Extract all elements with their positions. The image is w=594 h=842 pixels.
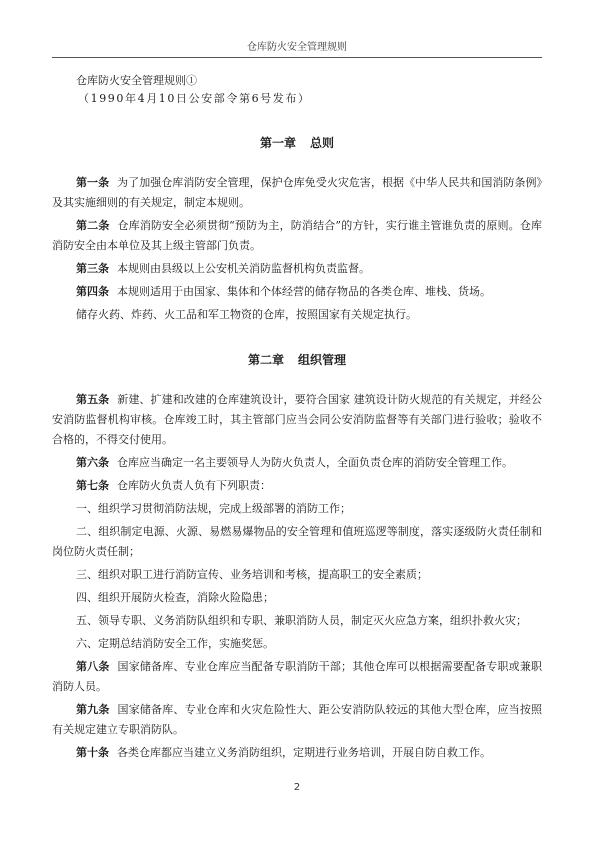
duty-item-4: 四、组织开展防火检查，消除火险隐患； [76, 591, 274, 604]
article-4-note: 储存火药、炸药、火工品和军工物资的仓库，按照国家有关规定执行。 [76, 308, 417, 321]
article-2-label: 第二条 [76, 219, 110, 232]
article-9-label: 第九条 [76, 703, 110, 716]
article-6 [52, 453, 542, 473]
article-1 [52, 173, 542, 213]
article-2-text: 仓库消防安全必须贯彻“预防为主，防消结合”的方针，实行谁主管谁负责的原则。仓库消防安全由本单位及其上级主管部门负责。 [52, 219, 543, 252]
chapter-1-heading [52, 134, 542, 151]
article-7-label: 第七条 [76, 479, 109, 492]
article-3 [52, 259, 542, 279]
chapter-2-heading [52, 351, 542, 368]
document-subtitle: （1990年4月10日公安部令第6号发布） [78, 92, 311, 105]
article-5 [52, 390, 542, 450]
article-5-text: 新建、扩建和改建的仓库建筑设计，要符合国家 建筑设计防火规范的有关规定，并经公安消防监督机构审核。仓库竣工时，其主管部门应当会同公安消防监督等有关部门进行验收；验收不合格的，不得交付使用。 [52, 393, 543, 446]
article-10-label: 第十条 [76, 746, 109, 759]
duty-item-1: 一、组织学习贯彻消防法规，完成上级部署的消防工作； [76, 502, 351, 515]
article-7-text: 仓库防火负责人负有下列职责： [117, 479, 271, 492]
duty-item-3: 三、组织对职工进行消防宣传、业务培训和考核，提高职工的安全素质； [76, 568, 428, 581]
duty-item-5: 五、领导专职、义务消防队组织和专职、兼职消防人员，制定灭火应急方案，组织扑救火灾； [76, 614, 527, 627]
article-1-text: 为了加强仓库消防安全管理，保护仓库免受火灾危害，根据《中华人民共和国消防条例》及其实施细则的有关规定，制定本规则。 [52, 176, 543, 209]
article-10-text: 各类仓库都应当建立义务消防组织，定期进行业务培训，开展自防自救工作。 [117, 746, 491, 759]
chapter-1-name: 总则 [310, 136, 335, 150]
running-header: 仓库防火安全管理规则 [247, 42, 347, 53]
chapter-2-number: 第二章 [247, 353, 284, 367]
article-9 [52, 700, 542, 740]
article-2 [52, 216, 542, 256]
article-9-text: 国家储备库、专业仓库和火灾危险性大、距公安消防队较远的其他大型仓库，应当按照有关规定建立专职消防队。 [52, 703, 543, 736]
page-number: 2 [293, 782, 301, 793]
page-content [52, 72, 542, 766]
article-3-label: 第三条 [76, 262, 109, 275]
article-8 [52, 657, 542, 697]
document-title: 仓库防火安全管理规则① [76, 74, 197, 87]
article-1-label: 第一条 [76, 176, 110, 189]
duty-item-2: 二、组织制定电源、火源、易燃易爆物品的安全管理和值班巡逻等制度，落实逐级防火责任制和岗位防火责任制； [52, 525, 542, 558]
article-8-text: 国家储备库、专业仓库应当配备专职消防干部；其他仓库可以根据需要配备专职或兼职消防人员。 [52, 660, 543, 693]
header-rule [52, 57, 542, 58]
duty-item-6: 六、定期总结消防安全工作，实施奖惩。 [76, 637, 274, 650]
article-4 [52, 282, 542, 302]
article-10 [52, 743, 542, 763]
article-6-label: 第六条 [76, 456, 109, 469]
chapter-1-number: 第一章 [259, 136, 296, 150]
article-5-label: 第五条 [76, 393, 110, 406]
article-7 [52, 476, 542, 496]
article-6-text: 仓库应当确定一名主要领导人为防火负责人，全面负责仓库的消防安全管理工作。 [117, 456, 513, 469]
article-8-label: 第八条 [76, 660, 110, 673]
article-4-text: 本规则适用于由国家、集体和个体经营的储存物品的各类仓库、堆栈、货场。 [117, 285, 491, 298]
chapter-2-name: 组织管理 [298, 353, 347, 367]
article-4-label: 第四条 [76, 285, 109, 298]
article-3-text: 本规则由县级以上公安机关消防监督机构负责监督。 [117, 262, 370, 275]
